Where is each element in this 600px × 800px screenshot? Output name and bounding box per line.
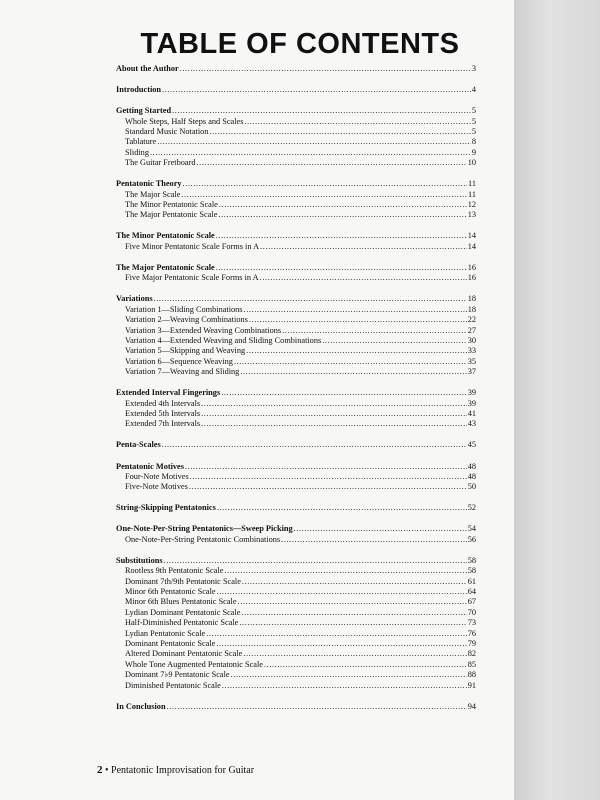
toc-section-entry [116, 263, 476, 273]
toc-subsection-entry [116, 190, 476, 200]
toc-entry-title: Five Minor Pentatonic Scale Forms in A [125, 241, 260, 251]
toc-dot-leader [180, 64, 471, 74]
toc-subsection-entry [116, 336, 476, 346]
toc-entry-title: Lydian Pentatonic Scale [125, 628, 206, 638]
toc-subsection-entry [116, 681, 476, 691]
toc-entry-page: 3 [471, 64, 476, 73]
toc-entry-title: Extended Interval Fingerings [116, 388, 221, 398]
toc-subsection-entry [116, 357, 476, 367]
toc-subsection-entry [116, 608, 476, 618]
toc-entry-page: 58 [467, 555, 476, 565]
toc-entry-page: 5 [471, 106, 476, 116]
toc-entry-title: The Major Pentatonic Scale [116, 262, 215, 272]
toc-dot-leader [150, 148, 471, 158]
toc-subsection-entry [116, 670, 476, 680]
toc-entry-page: 56 [467, 534, 476, 544]
toc-section-entry [116, 524, 476, 534]
toc-entry-page: 70 [467, 607, 476, 617]
toc-section-gap [116, 378, 476, 389]
toc-entry-page: 37 [467, 367, 476, 377]
toc-section-entry [116, 503, 476, 513]
toc-dot-leader [217, 587, 467, 597]
toc-entry-page: 10 [467, 158, 476, 168]
toc-dot-leader [217, 503, 467, 513]
toc-entry-title: Sliding [125, 147, 149, 157]
toc-section-gap [116, 451, 476, 462]
toc-section-gap [116, 95, 476, 106]
toc-dot-leader [167, 702, 467, 712]
toc-entry-page: 76 [467, 628, 476, 638]
toc-dot-leader [244, 305, 467, 315]
toc-dot-leader [189, 482, 467, 492]
toc-entry-title: Half-Diminished Pentatonic Scale [125, 618, 239, 628]
toc-entry-page: 18 [467, 294, 476, 304]
toc-subsection-entry [116, 158, 476, 168]
toc-dot-leader [183, 179, 467, 189]
toc-entry-page: 11 [468, 179, 476, 189]
toc-dot-leader [246, 346, 467, 356]
toc-entry-title: Pentatonic Motives [116, 461, 184, 471]
toc-entry-page: 9 [471, 147, 476, 157]
toc-entry-title: Variation 2—Weaving Combinations [125, 315, 248, 325]
toc-entry-page: 16 [467, 273, 476, 283]
toc-dot-leader [154, 294, 467, 304]
toc-entry-title: Substitutions [116, 555, 163, 565]
toc-entry-title: Variation 1—Sliding Combinations [125, 304, 243, 314]
page-gutter [514, 0, 600, 800]
toc-subsection-entry [116, 587, 476, 597]
toc-entry-title: In Conclusion [116, 701, 166, 711]
toc-entry-title: Minor 6th Pentatonic Scale [125, 587, 216, 597]
toc-subsection-entry [116, 597, 476, 607]
toc-section-gap [116, 493, 476, 504]
toc-section-gap [116, 514, 476, 525]
toc-section-entry [116, 556, 476, 566]
toc-entry-title: One-Note-Per-String Pentatonics—Sweep Picking [116, 524, 293, 534]
toc-subsection-entry [116, 629, 476, 639]
toc-entry-title: About the Author [116, 64, 179, 73]
toc-entry-page: 13 [467, 210, 476, 220]
toc-entry-page: 91 [467, 680, 476, 690]
toc-section-gap [116, 252, 476, 263]
toc-dot-leader [224, 566, 466, 576]
toc-subsection-entry [116, 137, 476, 147]
toc-entry-title: Five-Note Motives [125, 482, 188, 492]
toc-entry-title: The Minor Pentatonic Scale [116, 231, 215, 241]
toc-dot-leader [209, 127, 470, 137]
toc-entry-title: One-Note-Per-String Pentatonic Combinations [125, 534, 281, 544]
toc-entry-title: The Minor Pentatonic Scale [125, 199, 218, 209]
toc-entry-title: Altered Dominant Pentatonic Scale [125, 649, 243, 659]
toc-subsection-entry [116, 210, 476, 220]
toc-entry-title: Pentatonic Theory [116, 179, 182, 189]
toc-entry-page: 39 [467, 398, 476, 408]
toc-subsection-entry [116, 472, 476, 482]
toc-entry-title: Variation 6—Sequence Weaving [125, 356, 233, 366]
table-of-contents [116, 64, 476, 712]
toc-entry-page: 67 [467, 597, 476, 607]
toc-dot-leader [164, 556, 467, 566]
toc-entry-page: 18 [467, 304, 476, 314]
toc-subsection-entry [116, 399, 476, 409]
toc-entry-title: Penta-Scales [116, 440, 161, 450]
toc-entry-page: 43 [467, 419, 476, 429]
toc-section-entry [116, 106, 476, 116]
toc-dot-leader [234, 357, 467, 367]
toc-entry-page: 8 [471, 137, 476, 147]
toc-entry-page: 33 [467, 346, 476, 356]
toc-entry-page: 85 [467, 659, 476, 669]
toc-entry-page: 50 [467, 482, 476, 492]
toc-entry-page: 12 [467, 199, 476, 209]
toc-entry-page: 88 [467, 670, 476, 680]
toc-dot-leader [216, 639, 466, 649]
toc-dot-leader [231, 670, 467, 680]
toc-section-entry [116, 462, 476, 472]
toc-entry-page: 22 [467, 315, 476, 325]
toc-entry-title: Variation 4—Extended Weaving and Sliding Combinations [125, 335, 322, 345]
toc-subsection-entry [116, 127, 476, 137]
toc-dot-leader [244, 117, 470, 127]
toc-dot-leader [201, 419, 467, 429]
toc-entry-page: 14 [467, 231, 476, 241]
toc-section-entry [116, 179, 476, 189]
toc-dot-leader [157, 137, 471, 147]
toc-subsection-entry [116, 577, 476, 587]
toc-subsection-entry [116, 242, 476, 252]
toc-dot-leader [181, 190, 467, 200]
toc-entry-title: The Major Scale [125, 189, 181, 199]
footer-separator: • [105, 765, 109, 776]
toc-entry-page: 41 [467, 408, 476, 418]
toc-entry-page: 73 [467, 618, 476, 628]
toc-dot-leader [201, 399, 467, 409]
toc-entry-title: Getting Started [116, 106, 172, 116]
toc-subsection-entry [116, 482, 476, 492]
toc-entry-title: Tablature [125, 137, 157, 147]
toc-entry-page: 35 [467, 356, 476, 366]
toc-dot-leader [281, 535, 467, 545]
toc-entry-page: 5 [471, 126, 476, 136]
toc-section-entry [116, 64, 476, 74]
toc-dot-leader [294, 524, 467, 534]
toc-entry-page: 27 [467, 325, 476, 335]
toc-entry-title: Variations [116, 294, 153, 304]
toc-subsection-entry [116, 409, 476, 419]
toc-dot-leader [221, 388, 467, 398]
toc-entry-title: Dominant Pentatonic Scale [125, 639, 216, 649]
toc-subsection-entry [116, 315, 476, 325]
toc-dot-leader [185, 462, 467, 472]
toc-section-gap [116, 169, 476, 180]
toc-entry-title: Diminished Pentatonic Scale [125, 680, 221, 690]
toc-entry-page: 14 [467, 241, 476, 251]
toc-entry-title: Extended 4th Intervals [125, 398, 201, 408]
toc-dot-leader [243, 649, 466, 659]
toc-subsection-entry [116, 660, 476, 670]
toc-section-gap [116, 284, 476, 295]
toc-subsection-entry [116, 367, 476, 377]
toc-subsection-entry [116, 649, 476, 659]
toc-entry-title: Five Major Pentatonic Scale Forms in A [125, 273, 259, 283]
toc-subsection-entry [116, 346, 476, 356]
page-footer [97, 764, 254, 777]
toc-dot-leader [260, 242, 467, 252]
toc-entry-title: Variation 5—Skipping and Weaving [125, 346, 246, 356]
toc-entry-page: 4 [471, 85, 476, 95]
toc-entry-page: 48 [467, 461, 476, 471]
toc-entry-page: 61 [467, 576, 476, 586]
toc-section-entry [116, 388, 476, 398]
toc-subsection-entry [116, 326, 476, 336]
toc-dot-leader [162, 440, 467, 450]
toc-entry-page: 39 [467, 388, 476, 398]
toc-entry-page: 52 [467, 503, 476, 513]
toc-section-entry [116, 85, 476, 95]
toc-section-entry [116, 231, 476, 241]
toc-entry-title: Lydian Dominant Pentatonic Scale [125, 607, 241, 617]
toc-entry-page: 11 [468, 189, 476, 199]
toc-entry-title: Introduction [116, 85, 162, 95]
toc-entry-title: The Major Pentatonic Scale [125, 210, 218, 220]
toc-dot-leader [201, 409, 467, 419]
toc-dot-leader [216, 263, 467, 273]
toc-section-gap [116, 221, 476, 232]
toc-subsection-entry [116, 200, 476, 210]
toc-entry-page: 79 [467, 639, 476, 649]
toc-entry-title: Variation 3—Extended Weaving Combinations [125, 325, 282, 335]
toc-entry-title: Standard Music Notation [125, 126, 209, 136]
toc-dot-leader [239, 618, 466, 628]
toc-section-entry [116, 702, 476, 712]
toc-entry-title: Extended 7th Intervals [125, 419, 201, 429]
toc-entry-title: Dominant 7♭9 Pentatonic Scale [125, 670, 230, 680]
toc-entry-title: Rootless 9th Pentatonic Scale [125, 566, 224, 576]
page-title: TABLE OF CONTENTS [140, 28, 460, 60]
toc-entry-page: 54 [467, 524, 476, 534]
toc-entry-page: 82 [467, 649, 476, 659]
toc-subsection-entry [116, 639, 476, 649]
toc-subsection-entry [116, 305, 476, 315]
toc-entry-title: Whole Steps, Half Steps and Scales [125, 116, 244, 126]
toc-dot-leader [219, 200, 467, 210]
toc-section-gap [116, 691, 476, 702]
toc-dot-leader [218, 210, 466, 220]
toc-entry-page: 58 [467, 566, 476, 576]
toc-entry-title: Whole Tone Augmented Pentatonic Scale [125, 659, 263, 669]
toc-dot-leader [238, 597, 467, 607]
toc-subsection-entry [116, 535, 476, 545]
toc-entry-page: 45 [467, 440, 476, 450]
toc-dot-leader [264, 660, 467, 670]
toc-section-entry [116, 294, 476, 304]
toc-entry-page: 94 [467, 701, 476, 711]
toc-dot-leader [222, 681, 467, 691]
toc-subsection-entry [116, 618, 476, 628]
toc-dot-leader [240, 367, 466, 377]
toc-entry-title: The Guitar Fretboard [125, 158, 196, 168]
toc-entry-title: Variation 7—Weaving and Sliding [125, 367, 240, 377]
toc-entry-title: Minor 6th Blues Pentatonic Scale [125, 597, 237, 607]
toc-entry-title: Extended 5th Intervals [125, 408, 201, 418]
toc-entry-page: 30 [467, 335, 476, 345]
toc-dot-leader [197, 158, 467, 168]
toc-entry-title: String-Skipping Pentatonics [116, 503, 216, 513]
toc-subsection-entry [116, 148, 476, 158]
toc-dot-leader [260, 273, 467, 283]
toc-subsection-entry [116, 273, 476, 283]
toc-entry-page: 16 [467, 262, 476, 272]
toc-dot-leader [162, 85, 471, 95]
toc-entry-page: 5 [471, 116, 476, 126]
toc-dot-leader [190, 472, 467, 482]
toc-dot-leader [242, 577, 467, 587]
toc-section-gap [116, 430, 476, 441]
toc-dot-leader [249, 315, 467, 325]
footer-page-number: 2 [97, 764, 103, 776]
toc-entry-page: 64 [467, 587, 476, 597]
toc-subsection-entry [116, 566, 476, 576]
toc-entry-page: 48 [467, 471, 476, 481]
toc-dot-leader [216, 231, 467, 241]
toc-dot-leader [241, 608, 466, 618]
toc-section-gap [116, 545, 476, 556]
toc-dot-leader [172, 106, 471, 116]
footer-book-title: Pentatonic Improvisation for Guitar [111, 765, 255, 776]
toc-subsection-entry [116, 419, 476, 429]
toc-section-gap [116, 74, 476, 85]
toc-dot-leader [206, 629, 467, 639]
toc-section-entry [116, 440, 476, 450]
toc-dot-leader [282, 326, 467, 336]
toc-entry-title: Four-Note Motives [125, 471, 189, 481]
toc-subsection-entry [116, 117, 476, 127]
toc-entry-title: Dominant 7th/9th Pentatonic Scale [125, 576, 241, 586]
toc-dot-leader [322, 336, 466, 346]
